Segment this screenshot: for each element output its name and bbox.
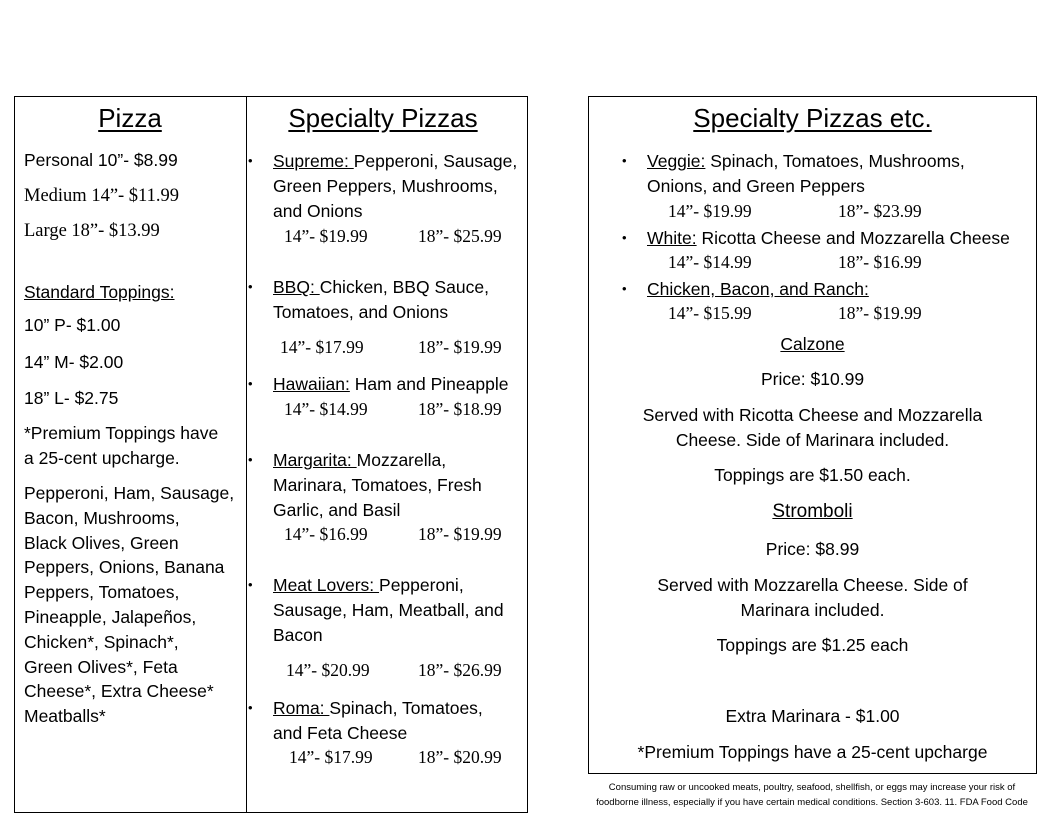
price-14: 14”- $14.99 (668, 252, 752, 272)
specialty-etc-heading: Specialty Pizzas etc. (693, 103, 932, 133)
specialty-desc-line (273, 275, 489, 300)
price-14: 14”- $17.99 (280, 337, 364, 357)
calzone-desc-line: Cheese. Side of Marinara included. (675, 430, 950, 450)
specialty-desc: Garlic, and Basil (273, 500, 401, 520)
price-14: 14”- $16.99 (284, 524, 368, 544)
topping-list-line: Pepperoni, Ham, Sausage, (24, 483, 235, 503)
topping-price-18: 18” L- $2.75 (24, 388, 119, 408)
extra-marinara: Extra Marinara - $1.00 (725, 706, 900, 726)
price-18: 18”- $16.99 (838, 252, 922, 272)
bullet-dot: • (622, 281, 627, 296)
specialty-desc-line (273, 149, 517, 174)
specialty-desc-line (273, 448, 446, 473)
topping-list-line: Peppers, Onions, Banana (24, 557, 225, 578)
topping-price-10: 10” P- $1.00 (24, 315, 121, 335)
standard-toppings-heading: Standard Toppings: (24, 282, 175, 302)
price-18: 18”- $23.99 (838, 201, 922, 221)
specialty-desc: Tomatoes, and Onions (273, 302, 449, 322)
column-divider (246, 97, 247, 812)
specialty-desc-line (273, 598, 504, 623)
pizza-heading: Pizza (98, 103, 162, 133)
bullet-dot: • (622, 153, 627, 168)
price-14: 14”- $15.99 (668, 303, 752, 323)
price-18: 18”- $18.99 (418, 399, 502, 419)
specialty-desc-line (273, 372, 508, 397)
premium-note-line: *Premium Toppings have (24, 423, 219, 443)
topping-list-line: Cheese*, Extra Cheese* (24, 681, 214, 702)
specialty-desc: and Onions (273, 201, 363, 221)
specialty-pizzas-heading: Specialty Pizzas (288, 103, 478, 133)
specialty-etc-desc: Spinach, Tomatoes, Mushrooms, (705, 151, 965, 171)
bullet-dot: • (248, 376, 253, 391)
price-14: 14”- $14.99 (284, 399, 368, 419)
specialty-desc-line (273, 696, 483, 721)
specialty-etc-desc-line (647, 226, 1010, 251)
specialty-etc-desc: Ricotta Cheese and Mozzarella Cheese (696, 228, 1010, 248)
specialty-etc-name: Veggie: (647, 151, 706, 171)
specialty-desc: Ham and Pineapple (349, 374, 509, 394)
price-18: 18”- $19.99 (838, 303, 922, 323)
bullet-dot: • (248, 700, 253, 715)
food-safety-disclaimer (580, 780, 1044, 810)
specialty-desc: Pepperoni, (379, 575, 464, 595)
price-18: 18”- $19.99 (418, 337, 502, 357)
specialty-desc-line (273, 721, 407, 746)
specialty-etc-desc: Onions, and Green Peppers (647, 176, 865, 196)
specialty-desc: Marinara, Tomatoes, Fresh (273, 475, 482, 495)
bullet-dot: • (622, 230, 627, 245)
price-18: 18”- $25.99 (418, 226, 502, 246)
specialty-desc-line (273, 623, 323, 648)
topping-list-line: Black Olives, Green (24, 532, 179, 553)
stromboli-title: Stromboli (772, 501, 853, 522)
disclaimer-line: foodborne illness, especially if you have certain medical conditions. Section 3-603. 11. FDA Food Code (596, 797, 1028, 808)
topping-list-line: Pineapple, Jalapeños, (24, 607, 197, 627)
price-18: 18”- $20.99 (418, 747, 502, 767)
size-medium: Medium 14”- $11.99 (24, 186, 180, 206)
price-14: 14”- $19.99 (668, 201, 752, 221)
specialty-desc: Chicken, BBQ Sauce, (319, 277, 489, 297)
specialty-name: Hawaiian: (273, 374, 350, 394)
specialty-desc-line (273, 498, 400, 523)
specialty-name: Supreme: (273, 151, 354, 171)
specialty-desc-line (273, 473, 482, 498)
topping-price-14: 14” M- $2.00 (24, 352, 124, 372)
price-14: 14”- $17.99 (289, 747, 373, 767)
specialty-desc: and Feta Cheese (273, 723, 408, 743)
premium-upcharge-note: *Premium Toppings have a 25-cent upcharge (637, 742, 988, 762)
stromboli-toppings: Toppings are $1.25 each (716, 635, 909, 655)
price-14: 14”- $20.99 (286, 660, 370, 680)
topping-list-line: Green Olives*, Feta (24, 656, 178, 677)
specialty-desc: Sausage, Ham, Meatball, and (273, 600, 504, 620)
specialty-desc: Mozzarella, (356, 450, 447, 470)
calzone-desc-line: Served with Ricotta Cheese and Mozzarella (642, 405, 983, 425)
specialty-desc: Spinach, Tomatoes, (329, 698, 483, 718)
price-14: 14”- $19.99 (284, 226, 368, 246)
specialty-name: BBQ: (273, 277, 320, 297)
bullet-dot: • (248, 153, 253, 168)
specialty-etc-name: White: (647, 228, 697, 248)
topping-list-line: Peppers, Tomatoes, (24, 582, 180, 603)
specialty-desc-line (273, 174, 498, 199)
calzone-price: Price: $10.99 (760, 369, 865, 389)
specialty-etc-desc-line (647, 149, 965, 174)
stromboli-desc-line: Served with Mozzarella Cheese. Side of (657, 575, 968, 595)
specialty-desc: Pepperoni, Sausage, (353, 151, 518, 171)
premium-note-line: a 25-cent upcharge. (24, 448, 180, 468)
price-18: 18”- $19.99 (418, 524, 502, 544)
topping-list-line: Meatballs* (24, 706, 106, 727)
calzone-toppings: Toppings are $1.50 each. (714, 465, 911, 485)
specialty-etc-name: Chicken, Bacon, and Ranch: (647, 279, 869, 299)
specialty-name: Margarita: (273, 450, 357, 470)
bullet-dot: • (248, 279, 253, 294)
specialty-desc-line (273, 300, 448, 325)
calzone-title: Calzone (780, 334, 845, 354)
specialty-desc: Bacon (273, 625, 323, 645)
specialty-name: Roma: (273, 698, 330, 718)
topping-list-line: Bacon, Mushrooms, (24, 507, 180, 528)
price-18: 18”- $26.99 (418, 660, 502, 680)
size-personal: Personal 10”- $8.99 (24, 150, 178, 170)
specialty-desc-line (273, 573, 464, 598)
topping-list-line: Chicken*, Spinach*, (24, 631, 179, 652)
bullet-dot: • (248, 577, 253, 592)
disclaimer-line: Consuming raw or uncooked meats, poultry, seafood, shellfish, or eggs may increase your risk of (608, 782, 1016, 793)
specialty-etc-desc-line (647, 174, 865, 199)
stromboli-desc-line: Marinara included. (740, 600, 885, 620)
stromboli-price: Price: $8.99 (765, 539, 860, 559)
bullet-dot: • (248, 452, 253, 467)
specialty-name: Meat Lovers: (273, 575, 380, 595)
specialty-desc-line (273, 199, 363, 224)
specialty-etc-desc-line (647, 277, 869, 302)
specialty-desc: Green Peppers, Mushrooms, (273, 176, 498, 196)
size-large: Large 18”- $13.99 (24, 221, 160, 241)
